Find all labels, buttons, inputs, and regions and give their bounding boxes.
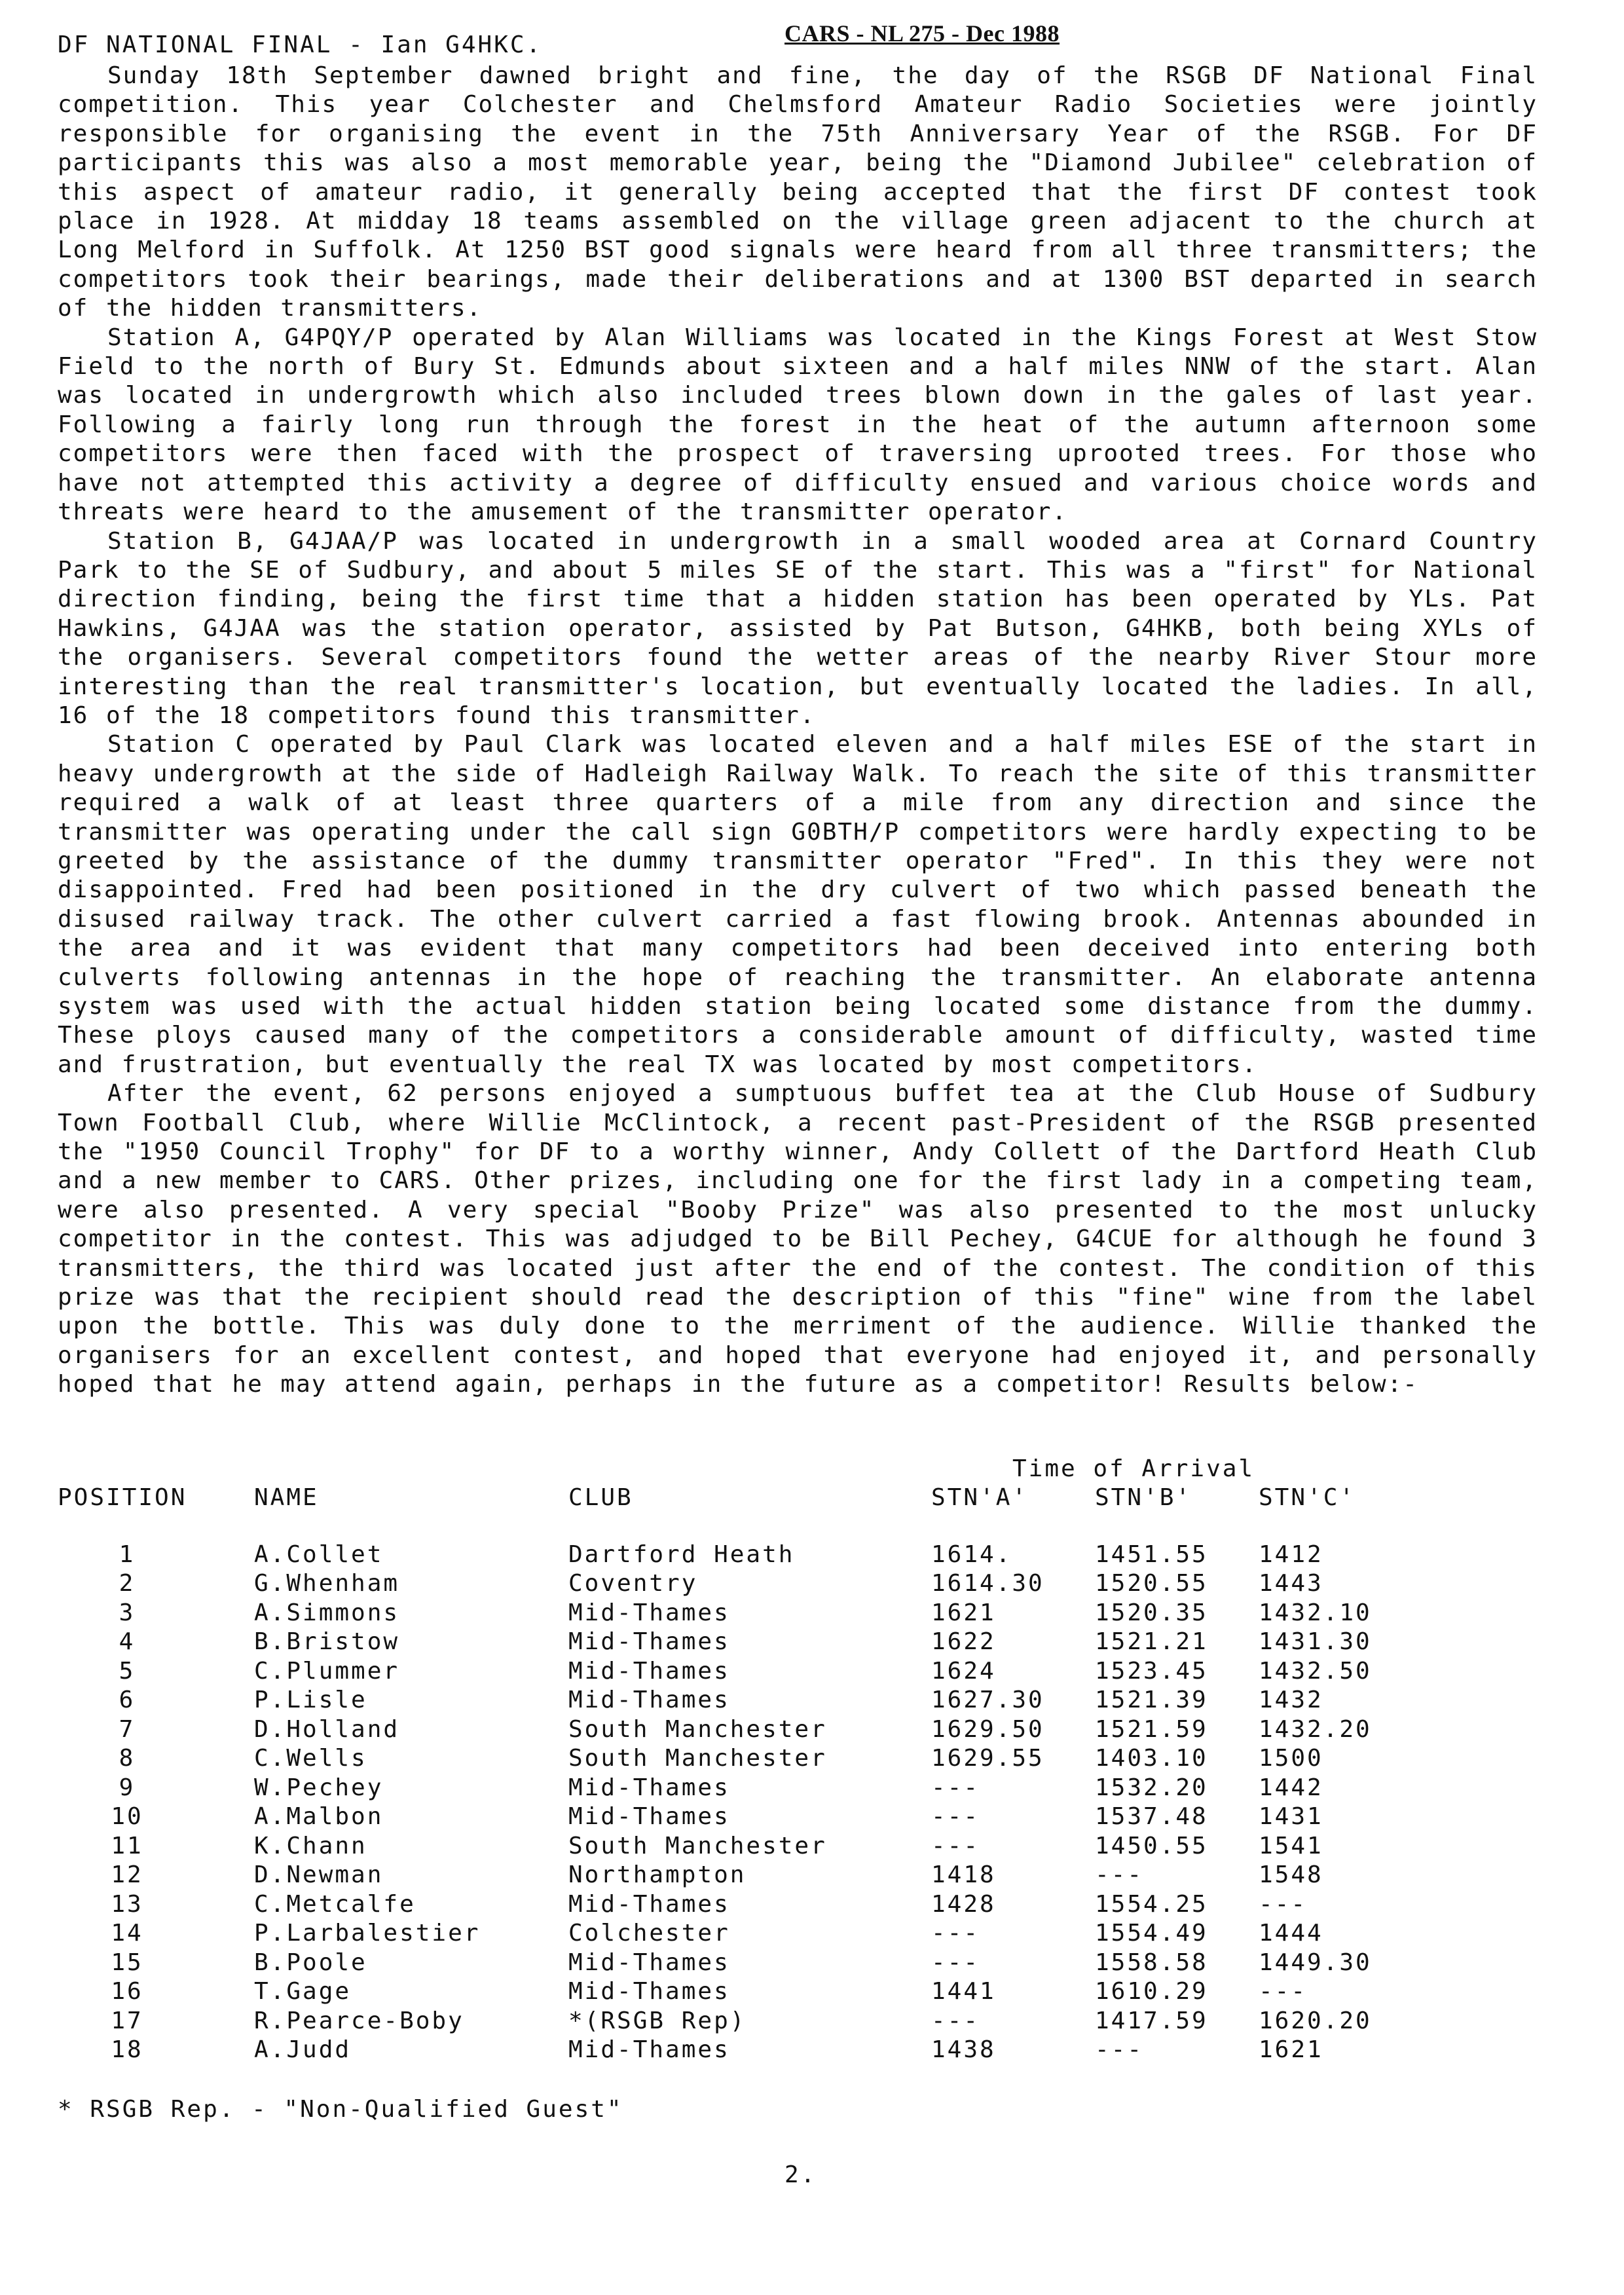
cell-name: R.Pearce-Boby — [254, 2007, 464, 2034]
cell-stn-a: 1428 — [931, 1890, 996, 1918]
cell-stn-c: 1500 — [1259, 1745, 1323, 1772]
cell-name: B.Bristow — [254, 1628, 400, 1655]
cell-stn-b: 1610.29 — [1095, 1978, 1208, 2005]
table-row — [58, 1978, 1308, 2007]
cell-stn-a: 1621 — [931, 1599, 996, 1626]
cell-position: 2 — [119, 1570, 136, 1597]
table-row — [58, 1803, 1323, 1833]
cell-position: 4 — [119, 1628, 136, 1655]
cell-stn-b: 1417.59 — [1095, 2007, 1208, 2034]
cell-club: Dartford Heath — [568, 1540, 795, 1568]
cell-stn-b: 1520.35 — [1095, 1599, 1208, 1626]
cell-name: C.Wells — [254, 1745, 367, 1772]
cell-stn-c: 1442 — [1259, 1774, 1323, 1801]
paragraph-station-a: Station A, G4PQY/P operated by Alan Williams was located in the Kings Forest at West Stow Field to the north of Bury St. Edmunds about sixteen and a half miles NNW of the start. Alan was located in undergrowth which also included trees blown down in the gales of last year. Following a fairly long run through the forest in the heat of the autumn afternoon some competitors were then faced with the prospect of traversing uprooted trees. For those who have not attempted this activity a degree of difficulty ensued and various choice words and threats were heard to the amusement of the transmitter operator. — [58, 324, 1538, 526]
cell-club: Mid-Thames — [568, 1949, 730, 1976]
cell-stn-c: 1548 — [1259, 1861, 1323, 1888]
cell-position: 8 — [119, 1745, 136, 1772]
cell-stn-b: 1403.10 — [1095, 1745, 1208, 1772]
cell-stn-a: --- — [931, 1920, 980, 1947]
table-row — [58, 1570, 1323, 1599]
cell-position: 5 — [119, 1657, 136, 1685]
cell-position: 14 — [111, 1920, 143, 1947]
newsletter-issue-tag: CARS - NL 275 - Dec 1988 — [784, 20, 1060, 47]
cell-position: 16 — [111, 1978, 143, 2005]
table-row — [58, 1832, 1323, 1862]
cell-stn-c: 1443 — [1259, 1570, 1323, 1597]
header-name: NAME — [254, 1484, 319, 1511]
cell-position: 18 — [111, 2036, 143, 2063]
cell-name: A.Malbon — [254, 1803, 384, 1830]
cell-stn-a: 1629.50 — [931, 1715, 1044, 1743]
cell-club: Mid-Thames — [568, 1978, 730, 2005]
cell-club: Mid-Thames — [568, 1687, 730, 1713]
cell-stn-a: --- — [931, 2007, 980, 2034]
table-row — [58, 1949, 1372, 1979]
cell-position: 12 — [111, 1861, 143, 1888]
paragraph-station-b: Station B, G4JAA/P was located in undergrowth in a small wooded area at Cornard Country Park to the SE of Sudbury, and about 5 miles SE of the start. This was a "first" for National direction finding, being the first time that a hidden station has been operated by YLs. Pat Hawkins, G4JAA was the station operator, assisted by Pat Butson, G4HKB, both being XYLs of the organisers. Several competitors found the wetter areas of the nearby River Stour more interesting than the real transmitter's location, but eventually located the ladies. In all, 16 of the 18 competitors found this transmitter. — [58, 527, 1538, 729]
cell-position: 11 — [111, 1832, 143, 1859]
cell-name: P.Larbalestier — [254, 1920, 481, 1947]
cell-stn-b: 1520.55 — [1095, 1570, 1208, 1597]
header-stn-a: STN'A' — [931, 1484, 1029, 1511]
header-position: POSITION — [58, 1484, 187, 1511]
cell-stn-a: 1622 — [931, 1628, 996, 1655]
table-row — [58, 1861, 1323, 1891]
results-body — [58, 1540, 1372, 2066]
cell-club: South Manchester — [568, 1745, 827, 1772]
cell-stn-c: 1541 — [1259, 1832, 1323, 1859]
cell-stn-a: 1614. — [931, 1540, 1012, 1568]
cell-position: 6 — [119, 1687, 136, 1713]
cell-stn-c: 1449.30 — [1259, 1949, 1372, 1976]
cell-club: Northampton — [568, 1861, 747, 1888]
cell-club: South Manchester — [568, 1715, 827, 1743]
cell-name: D.Newman — [254, 1861, 384, 1888]
cell-stn-c: 1432 — [1259, 1687, 1323, 1713]
cell-club: Mid-Thames — [568, 1657, 730, 1685]
header-club: CLUB — [568, 1484, 633, 1511]
cell-club: Colchester — [568, 1920, 730, 1947]
cell-stn-c: --- — [1259, 1890, 1308, 1918]
cell-position: 9 — [119, 1774, 136, 1801]
table-row — [58, 1540, 1323, 1571]
cell-position: 10 — [111, 1803, 143, 1830]
cell-stn-a: 1418 — [931, 1861, 996, 1888]
table-row — [58, 1628, 1372, 1658]
cell-stn-b: 1523.45 — [1095, 1657, 1208, 1685]
cell-club: Coventry — [568, 1570, 698, 1597]
cell-stn-b: --- — [1095, 1861, 1144, 1888]
table-row — [58, 1745, 1323, 1774]
cell-name: K.Chann — [254, 1832, 367, 1859]
cell-name: G.Whenham — [254, 1570, 400, 1597]
table-row — [58, 2007, 1372, 2037]
paragraph-prize-giving: After the event, 62 persons enjoyed a sumptuous buffet tea at the Club House of Sudbury Town Football Club, where Willie McClintock, a recent past-President of the RSGB presented the "1950 Council Trophy" for DF to a worthy winner, Andy Collett of the Dartford Heath Club and a new member to CARS. Other prizes, including one for the first lady in a competing team, were also presented. A very special "Booby Prize" was also presented to the most unlucky competitor in the contest. This was adjudged to be Bill Pechey, G4CUE for although he found 3 transmitters, the third was located just after the end of the contest. The condition of this prize was that the recipient should read the description of this "fine" wine from the label upon the bottle. This was duly done to the merriment of the audience. Willie thanked the organisers for an excellent contest, and hoped that everyone had enjoyed it, and personally hoped that he may attend again, perhaps in the future as a competitor! Results below:- — [58, 1080, 1538, 1398]
cell-stn-a: --- — [931, 1949, 980, 1976]
results-header-row — [58, 1484, 1356, 1514]
article-body — [58, 62, 1538, 1400]
article-title: DF NATIONAL FINAL - Ian G4HKC. — [58, 31, 543, 58]
cell-name: B.Poole — [254, 1949, 367, 1976]
cell-name: D.Holland — [254, 1715, 400, 1743]
table-row — [58, 1774, 1323, 1804]
cell-stn-a: --- — [931, 1832, 980, 1859]
cell-name: C.Metcalfe — [254, 1890, 416, 1918]
cell-stn-c: 1432.10 — [1259, 1599, 1372, 1626]
cell-stn-c: 1432.50 — [1259, 1657, 1372, 1685]
cell-position: 13 — [111, 1890, 143, 1918]
cell-name: C.Plummer — [254, 1657, 400, 1685]
cell-position: 15 — [111, 1949, 143, 1976]
cell-stn-b: --- — [1095, 2036, 1144, 2063]
header-stn-b: STN'B' — [1095, 1484, 1192, 1511]
cell-club: Mid-Thames — [568, 1803, 730, 1830]
cell-position: 17 — [111, 2007, 143, 2034]
cell-stn-b: 1450.55 — [1095, 1832, 1208, 1859]
cell-stn-a: 1624 — [931, 1657, 996, 1685]
cell-stn-a: 1627.30 — [931, 1687, 1044, 1713]
cell-stn-b: 1537.48 — [1095, 1803, 1208, 1830]
cell-club: Mid-Thames — [568, 1628, 730, 1655]
cell-stn-b: 1521.39 — [1095, 1687, 1208, 1713]
table-row — [58, 1599, 1372, 1629]
cell-stn-a: --- — [931, 1803, 980, 1830]
table-row — [58, 1687, 1323, 1716]
cell-name: W.Pechey — [254, 1774, 384, 1801]
results-caption: Time of Arrival — [1012, 1455, 1255, 1482]
paragraph-station-c: Station C operated by Paul Clark was located eleven and a half miles ESE of the start in heavy undergrowth at the side of Hadleigh Railway Walk. To reach the site of this transmitter required a walk of at least three quarters of a mile from any direction and since the transmitter was operating under the call sign G0BTH/P competitors were hardly expecting to be greeted by the assistance of the dummy transmitter operator "Fred". In this they were not disappointed. Fred had been positioned in the dry culvert of two which passed beneath the disused railway track. The other culvert carried a fast flowing brook. Antennas abounded in the area and it was evident that many competitors had been deceived into entering both culverts following antennas in the hope of reaching the transmitter. An elaborate antenna system was used with the actual hidden station being located some distance from the dummy. These ploys caused many of the competitors a considerable amount of difficulty, wasted time and frustration, but eventually the real TX was located by most competitors. — [58, 731, 1538, 1078]
cell-name: P.Lisle — [254, 1687, 367, 1713]
cell-stn-c: --- — [1259, 1978, 1308, 2005]
cell-stn-c: 1431.30 — [1259, 1628, 1372, 1655]
cell-stn-c: 1620.20 — [1259, 2007, 1372, 2034]
cell-position: 7 — [119, 1715, 136, 1743]
table-row — [58, 1890, 1308, 1920]
paragraph-intro: Sunday 18th September dawned bright and fine, the day of the RSGB DF National Final competition. This year Colchester and Chelmsford Amateur Radio Societies were jointly responsible for organising the event in the 75th Anniversary Year of the RSGB. For DF participants this was also a most memorable year, being the "Diamond Jubilee" celebration of this aspect of amateur radio, it generally being accepted that the first DF contest took place in 1928. At midday 18 teams assembled on the village green adjacent to the church at Long Melford in Suffolk. At 1250 BST good signals were heard from all three transmitters; the competitors took their bearings, made their deliberations and at 1300 BST departed in search of the hidden transmitters. — [58, 62, 1538, 322]
cell-stn-b: 1554.49 — [1095, 1920, 1208, 1947]
cell-position: 3 — [119, 1599, 136, 1626]
table-row — [58, 1920, 1323, 1949]
cell-stn-a: 1629.55 — [931, 1745, 1044, 1772]
cell-stn-b: 1521.21 — [1095, 1628, 1208, 1655]
cell-stn-c: 1412 — [1259, 1540, 1323, 1568]
cell-stn-b: 1554.25 — [1095, 1890, 1208, 1918]
page-number: 2. — [784, 2161, 817, 2188]
cell-name: A.Collet — [254, 1540, 384, 1568]
cell-stn-b: 1532.20 — [1095, 1774, 1208, 1801]
cell-stn-c: 1432.20 — [1259, 1715, 1372, 1743]
cell-club: *(RSGB Rep) — [568, 2007, 747, 2034]
cell-stn-a: --- — [931, 1774, 980, 1801]
table-row — [58, 1657, 1372, 1687]
cell-stn-c: 1431 — [1259, 1803, 1323, 1830]
table-row — [58, 1715, 1372, 1745]
cell-stn-a: 1614.30 — [931, 1570, 1044, 1597]
cell-club: Mid-Thames — [568, 1774, 730, 1801]
cell-stn-c: 1621 — [1259, 2036, 1323, 2063]
cell-stn-b: 1558.58 — [1095, 1949, 1208, 1976]
cell-club: Mid-Thames — [568, 2036, 730, 2063]
cell-club: Mid-Thames — [568, 1890, 730, 1918]
cell-name: T.Gage — [254, 1978, 352, 2005]
cell-stn-b: 1451.55 — [1095, 1540, 1208, 1568]
cell-name: A.Simmons — [254, 1599, 400, 1626]
cell-club: South Manchester — [568, 1832, 827, 1859]
footnote: * RSGB Rep. - "Non-Qualified Guest" — [58, 2096, 623, 2123]
cell-stn-c: 1444 — [1259, 1920, 1323, 1947]
cell-club: Mid-Thames — [568, 1599, 730, 1626]
results-table — [58, 1484, 1372, 2066]
table-row — [58, 2036, 1323, 2066]
header-stn-c: STN'C' — [1259, 1484, 1356, 1511]
cell-stn-a: 1441 — [931, 1978, 996, 2005]
cell-name: A.Judd — [254, 2036, 352, 2063]
cell-stn-b: 1521.59 — [1095, 1715, 1208, 1743]
cell-stn-a: 1438 — [931, 2036, 996, 2063]
cell-position: 1 — [119, 1540, 136, 1568]
